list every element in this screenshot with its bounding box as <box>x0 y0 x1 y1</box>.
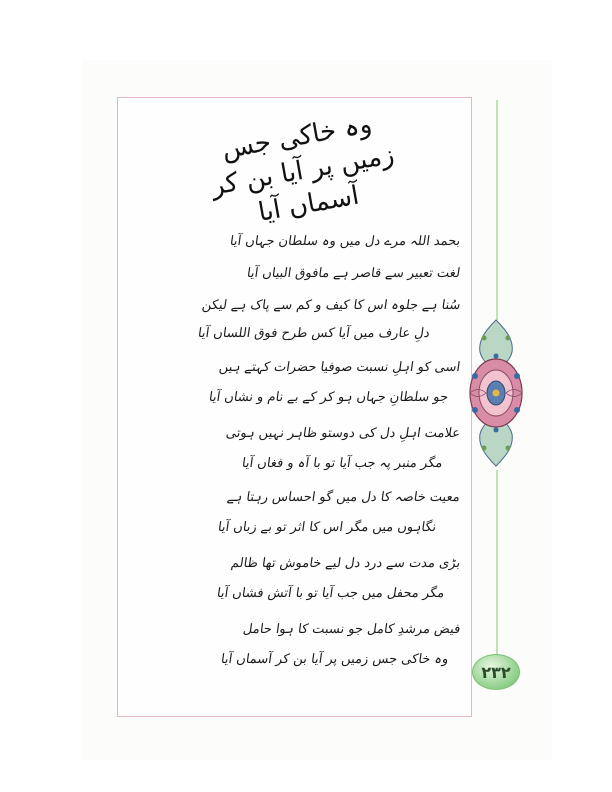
poem-line: لغت تعبیر سے قاصر ہے مافوق البیاں آیا <box>245 266 462 281</box>
poem-line: وہ خاکی جس زمیں پر آیا بن کر آسماں آیا <box>219 652 450 667</box>
poem-line: مگر منبر پہ جب آیا تو با آہ و فغاں آیا <box>240 456 444 471</box>
poem-line: سُنا ہے جلوہ اس کا کیف و کم سے پاک ہے لیکن <box>200 298 462 313</box>
poem-line: معیت خاصہ کا دل میں گو احساس رہتا ہے <box>226 490 462 505</box>
poem-line: فیض مرشدِ کامل جو نسبت کا ہوا حامل <box>241 622 462 637</box>
page-number-badge: ۲۳۲ <box>472 654 520 690</box>
poem-line: بڑی مدت سے درد دل لیے خاموش تھا ظالم <box>229 556 462 571</box>
side-rule-bottom <box>496 470 498 658</box>
poem-line: مگر محفل میں جب آیا تو با آتش فشاں آیا <box>215 586 446 601</box>
poem-line: نگاہوں میں مگر اس کا اثر تو بے زباں آیا <box>216 520 438 535</box>
poem-line: دلِ عارف میں آیا کس طرح فوق اللساں آیا <box>197 326 432 341</box>
poem-title: وہ خاکی جس زمیں پر آیا بن کر آسماں آیا <box>209 109 397 228</box>
floral-medallion-icon <box>466 316 526 471</box>
poem-line: علامت اہلِ دل کی دوستو ظاہر نہیں ہوتی <box>224 426 462 441</box>
side-rule-top <box>496 100 498 320</box>
poem-line: اسی کو اہلِ نسبت صوفیا حضرات کہتے ہیں <box>217 360 462 375</box>
poem-line: بحمد اللہ مرے دل میں وہ سلطان جہاں آیا <box>228 234 462 249</box>
poem-line: جو سلطانِ جہاں ہو کر کے بے نام و نشاں آیا <box>207 390 450 405</box>
